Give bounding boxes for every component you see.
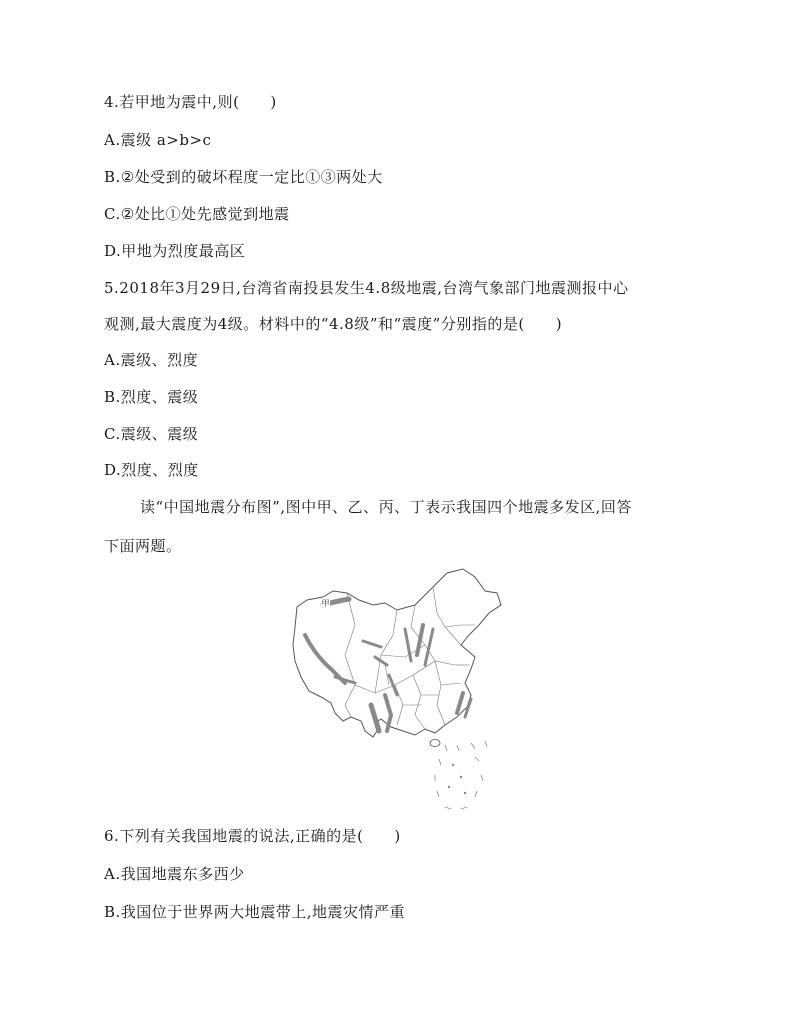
passage-line1: 读“中国地震分布图”,图中甲、乙、丙、丁表示我国四个地震多发区,回答 — [140, 498, 632, 516]
south-china-sea-islands — [435, 741, 487, 809]
china-earthquake-map — [285, 565, 510, 815]
passage-line2: 下面两题。 — [104, 537, 182, 555]
q5-stem-line1: 5.2018年3月29日,台湾省南投县发生4.8级地震,台湾气象部门地震测报中心 — [104, 279, 629, 297]
q4-option-b: B.②处受到的破坏程度一定比①③两处大 — [104, 168, 383, 186]
china-outline — [293, 569, 501, 737]
label-jia: 甲 — [321, 599, 330, 608]
q6-stem: 6.下列有关我国地震的说法,正确的是( ) — [104, 827, 401, 845]
q5-option-c: C.震级、震级 — [104, 425, 199, 443]
hainan-island — [430, 740, 440, 747]
q6-option-a: A.我国地震东多西少 — [104, 865, 245, 883]
q5-stem-line2: 观测,最大震度为4级。材料中的“4.8级”和“震度”分别指的是( ) — [104, 315, 563, 333]
q6-option-b: B.我国位于世界两大地震带上,地震灾情严重 — [104, 903, 406, 921]
q5-option-b: B.烈度、震级 — [104, 388, 199, 406]
q4-stem: 4.若甲地为震中,则( ) — [104, 93, 277, 111]
q5-option-a: A.震级、烈度 — [104, 351, 199, 369]
q5-option-d: D.烈度、烈度 — [104, 461, 199, 479]
q4-option-c: C.②处比①处先感觉到地震 — [104, 205, 290, 223]
q4-option-d: D.甲地为烈度最高区 — [104, 242, 246, 260]
q4-option-a: A.震级 a>b>c — [104, 131, 212, 149]
